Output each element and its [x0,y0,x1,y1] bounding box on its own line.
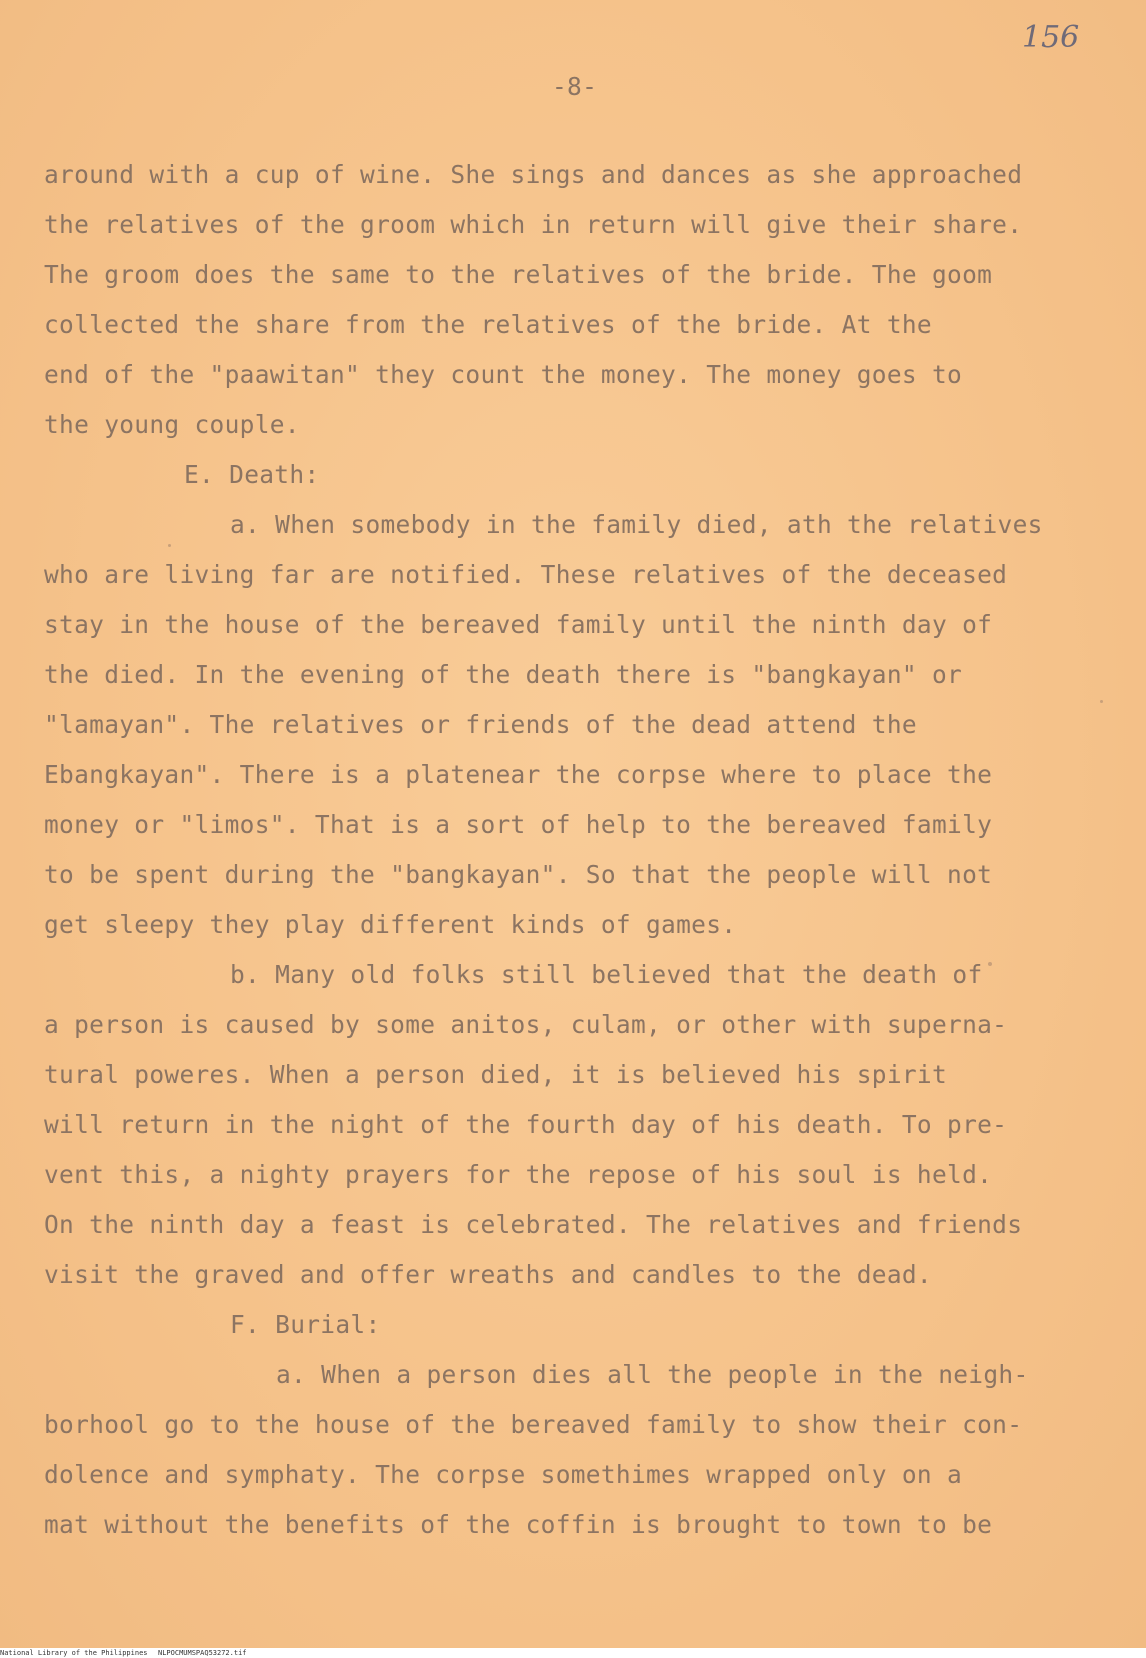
death-item-b-line: vent this, a nighty prayers for the repose of his soul is held. [44,1160,993,1189]
paragraph-1-line: the relatives of the groom which in return will give their share. [44,210,1023,239]
death-item-b-line: a person is caused by some anitos, culam, or other with superna- [44,1010,1008,1039]
death-item-a-line: get sleepy they play different kinds of games. [44,910,737,939]
scan-footer-library: National Library of the Philippines [0,1649,148,1657]
paper-speck [168,544,171,547]
death-item-b-line: tural poweres. When a person died, it is believed his spirit [44,1060,948,1089]
paragraph-1-line: The groom does the same to the relatives of the bride. The goom [44,260,993,289]
death-item-b-line: visit the graved and offer wreaths and candles to the dead. [44,1260,932,1289]
death-item-b-line: b. Many old folks still believed that the death of [230,960,983,989]
death-item-a-line: money or "limos". That is a sort of help to the bereaved family [44,810,993,839]
death-item-a-line: to be spent during the "bangkayan". So that the people will not [44,860,993,889]
paragraph-1-line: end of the "paawitan" they count the money. The money goes to [44,360,963,389]
burial-item-a-line: mat without the benefits of the coffin is brought to town to be [44,1510,993,1539]
death-item-a-line: who are living far are notified. These relatives of the deceased [44,560,1008,589]
burial-item-a-line: a. When a person dies all the people in the neigh- [276,1360,1029,1389]
paragraph-1-line: around with a cup of wine. She sings and dances as she approached [44,160,1023,189]
paragraph-1-line: the young couple. [44,410,300,439]
paragraph-1-line: collected the share from the relatives of the bride. At the [44,310,932,339]
paper-speck [988,962,992,966]
paper-speck [1100,700,1103,703]
death-item-b-line: On the ninth day a feast is celebrated. The relatives and friends [44,1210,1023,1239]
death-item-a-line: stay in the house of the bereaved family until the ninth day of [44,610,993,639]
section-heading-burial: F. Burial: [230,1310,381,1339]
burial-item-a-line: borhool go to the house of the bereaved family to show their con- [44,1410,1023,1439]
death-item-a-line: Ebangkayan". There is a platenear the corpse where to place the [44,760,993,789]
page-stamp-number: 156 [1022,20,1080,55]
scan-footer-file-id: NLPOCMUMSPAQ53272.tif [158,1649,247,1657]
death-item-b-line: will return in the night of the fourth day of his death. To pre- [44,1110,1008,1139]
section-heading-death: E. Death: [184,460,320,489]
burial-item-a-line: dolence and symphaty. The corpse somethimes wrapped only on a [44,1460,963,1489]
page-number: -8- [552,72,598,101]
death-item-a-line: a. When somebody in the family died, ath the relatives [230,510,1043,539]
death-item-a-line: the died. In the evening of the death there is "bangkayan" or [44,660,963,689]
death-item-a-line: "lamayan". The relatives or friends of the dead attend the [44,710,917,739]
